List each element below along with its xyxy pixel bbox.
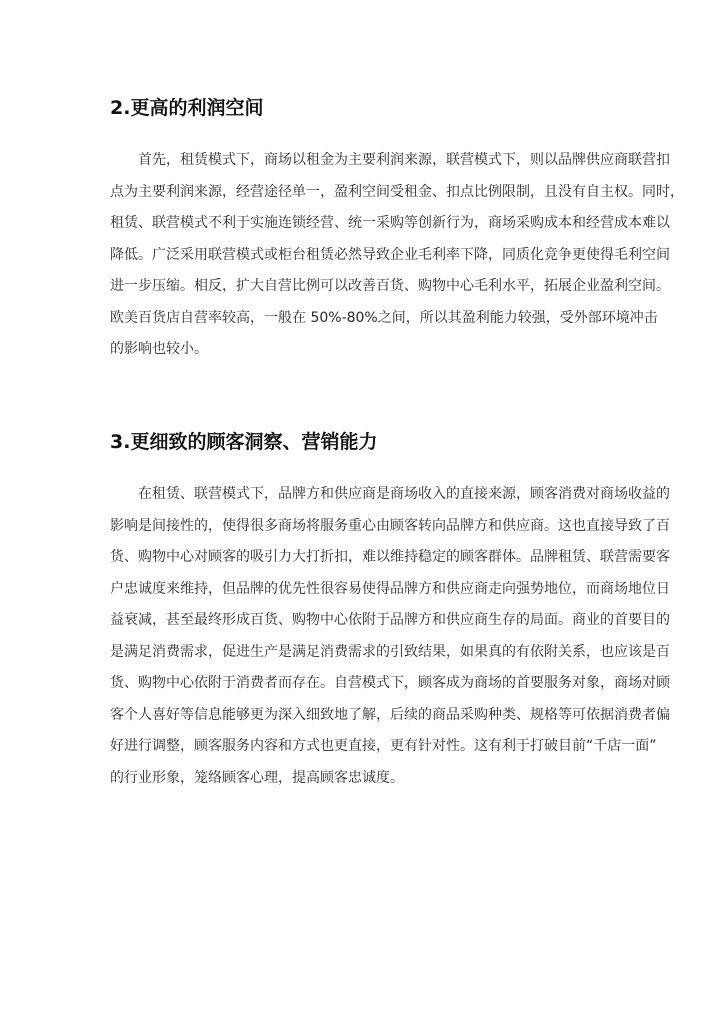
section-paragraph-customer-insight (110, 479, 670, 794)
paragraph-line: 的行业形象，笼络顾客心理，提高顾客忠诚度。 (110, 769, 404, 786)
paragraph-line: 点为主要利润来源，经营途径单一，盈利空间受租金、扣点比例限制，且没有自主权。同时， (110, 183, 684, 200)
paragraph-line: 租赁、联营模式不利于实施连锁经营、统一采购等创新行为，商场采购成本和经营成本难以 (110, 215, 670, 231)
paragraph-line: 降低。广泛采用联营模式或柜台租赁必然导致企业毛利率下降，同质化竞争更使得毛利空间 (110, 246, 670, 263)
paragraph-line: 影响是间接性的，使得很多商场将服务重心由顾客转向品牌方和供应商。这也直接导致了百 (110, 517, 670, 534)
paragraph-line: 进一步压缩。相反，扩大自营比例可以改善百货、购物中心毛利水平，拓展企业盈利空间。 (110, 278, 670, 294)
paragraph-line: 益衰减，甚至最终形成百货、购物中心依附于品牌方和供应商生存的局面。商业的首要目的 (110, 612, 670, 628)
paragraph-line: 是满足消费需求，促进生产是满足消费需求的引致结果，如果真的有依附关系，也应该是百 (110, 643, 670, 660)
paragraph-line: 欧美百货店自营率较高，一般在 50%-80%之间，所以其盈利能力较强，受外部环境冲击 (110, 309, 658, 326)
paragraph-line: 在租赁、联营模式下，品牌方和供应商是商场收入的直接来源，顾客消费对商场收益的 (138, 486, 670, 502)
section-paragraph-profit-space (110, 145, 684, 366)
paragraph-line: 户忠诚度来维持，但品牌的优先性很容易使得品牌方和供应商走向强势地位，而商场地位日 (110, 580, 670, 597)
paragraph-line: 的影响也较小。 (110, 341, 208, 357)
section-heading-profit-space: 2.更高的利润空间 (110, 97, 264, 119)
paragraph-line: 客个人喜好等信息能够更为深入细致地了解，后续的商品采购种类、规格等可依据消费者偏 (110, 706, 670, 723)
paragraph-line: 好进行调整，顾客服务内容和方式也更直接，更有针对性。这有利于打破目前“千店一面” (110, 738, 657, 754)
paragraph-line: 首先，租赁模式下，商场以租金为主要利润来源，联营模式下，则以品牌供应商联营扣 (138, 152, 670, 168)
paragraph-line: 货、购物中心对顾客的吸引力大打折扣，难以维持稳定的顾客群体。品牌租赁、联营需要客 (110, 549, 670, 565)
section-heading-customer-insight: 3.更细致的顾客洞察、营销能力 (110, 431, 378, 453)
paragraph-line: 货、购物中心依附于消费者而存在。自营模式下，顾客成为商场的首要服务对象，商场对顾 (110, 675, 670, 691)
